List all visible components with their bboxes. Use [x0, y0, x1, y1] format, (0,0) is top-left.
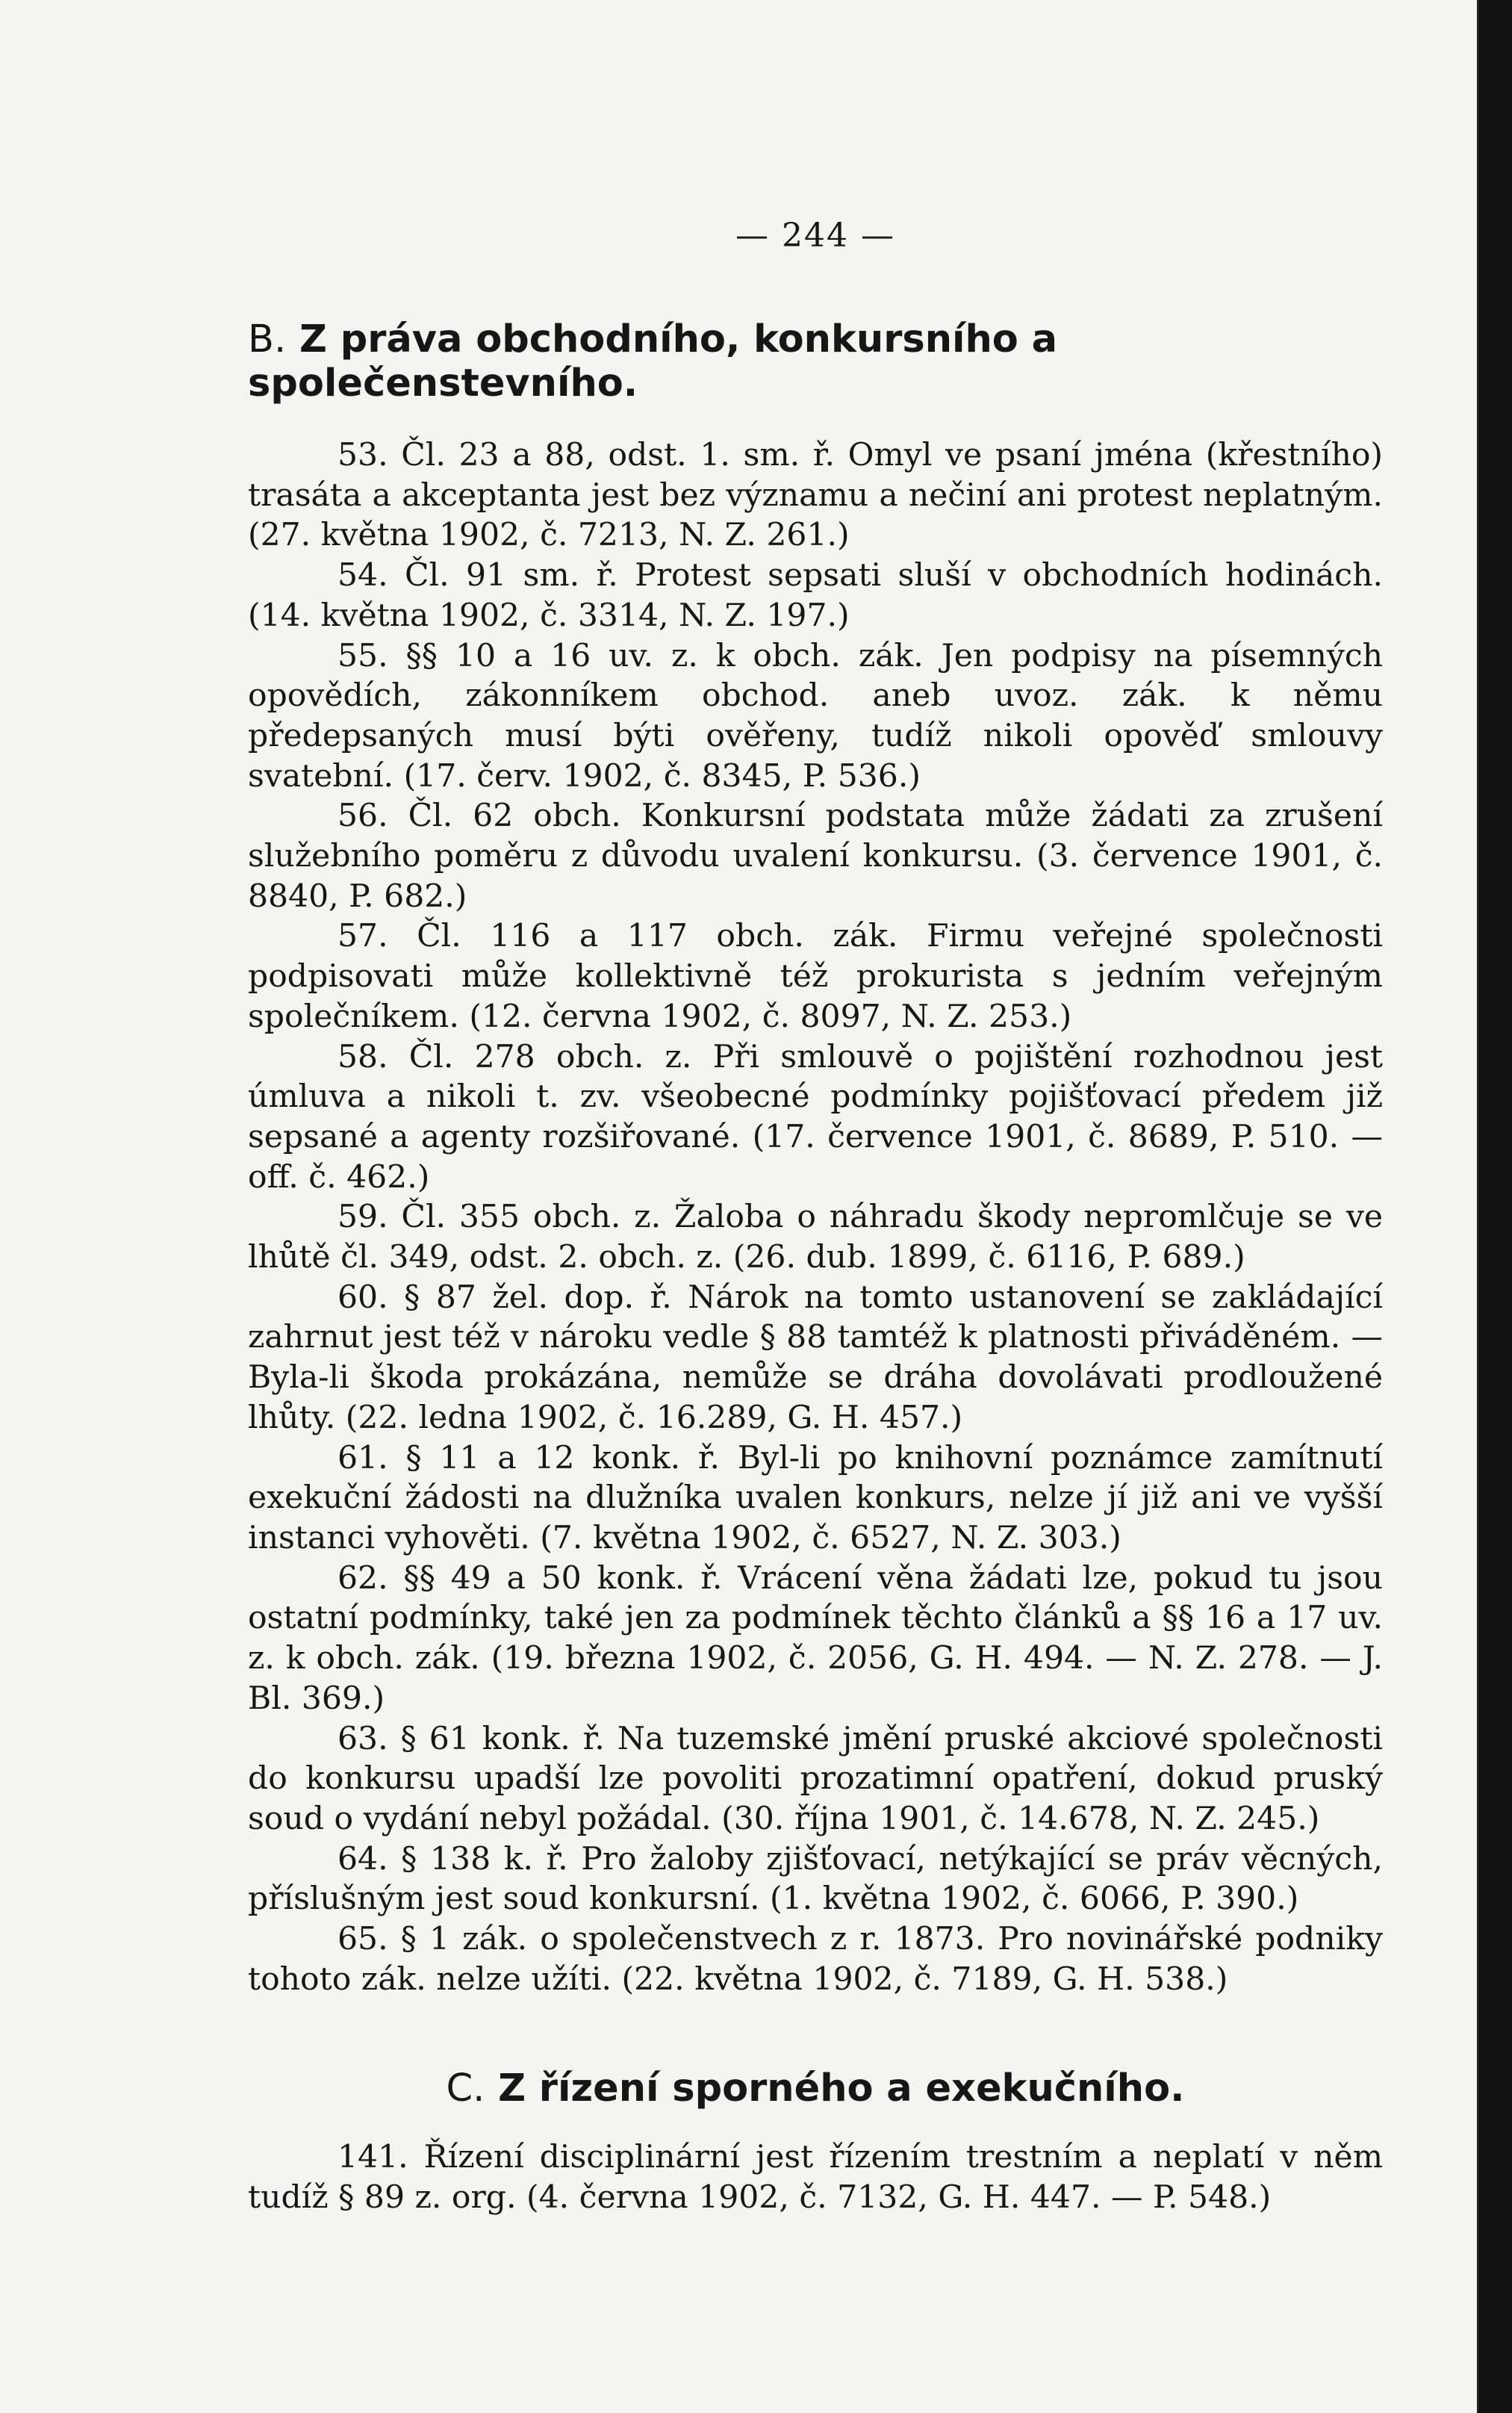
entry-55: 55. §§ 10 a 16 uv. z. k obch. zák. Jen podpisy na písemných opovědích, zákonníkem obchod. aneb uvoz. zák. k němu předepsaných musí býti ověřeny, tudíž nikoli opověď smlouvy svatební. (17. červ. 1902, č. 8345, P. 536.)	[248, 637, 1383, 795]
entry-59: 59. Čl. 355 obch. z. Žaloba o náhradu škody nepromlčuje se ve lhůtě čl. 349, odst. 2. obch. z. (26. dub. 1899, č. 6116, P. 689.)	[248, 1199, 1383, 1276]
entry-60: 60. § 87 žel. dop. ř. Nárok na tomto ustanovení se zakládající zahrnut jest též v nároku vedle § 88 tamtéž k platnosti přiváděném. — Byla-li škoda prokázána, nemůže se dráha dovolávati prodloužené lhůty. (22. ledna 1902, č. 16.289, G. H. 457.)	[248, 1279, 1383, 1436]
entry-141: 141. Řízení disciplinární jest řízením trestním a neplatí v něm tudíž § 89 z. org. (4. června 1902, č. 7132, G. H. 447. — P. 548.)	[248, 2139, 1383, 2217]
section-b-title: Z práva obchodního, konkursního a společenstevního.	[248, 317, 1058, 406]
entry-58: 58. Čl. 278 obch. z. Při smlouvě o pojištění rozhodnou jest úmluva a nikoli t. zv. všeobecné podmínky pojišťovací předem již sepsané a agenty rozšiřované. (17. července 1901, č. 8689, P. 510. — off. č. 462.)	[248, 1038, 1383, 1196]
entry-61: 61. § 11 a 12 konk. ř. Byl-li po knihovní poznámce zamítnutí exekuční žádosti na dlužníka uvalen konkurs, nelze jí již ani ve vyšší instanci vyhověti. (7. května 1902, č. 6527, N. Z. 303.)	[248, 1439, 1383, 1556]
book-page	[248, 217, 1383, 2218]
entry-56: 56. Čl. 62 obch. Konkursní podstata může žádati za zrušení služebního poměru z důvodu uvalení konkursu. (3. července 1901, č. 8840, P. 682.)	[248, 798, 1383, 915]
scan-dark-edge	[1479, 0, 1512, 2413]
entry-54: 54. Čl. 91 sm. ř. Protest sepsati sluší v obchodních hodinách. (14. května 1902, č. 3314, N. Z. 197.)	[248, 557, 1383, 634]
entry-53: 53. Čl. 23 a 88, odst. 1. sm. ř. Omyl ve psaní jména (křestního) trasáta a akceptanta jest bez významu a nečiní ani protest neplatným. (27. května 1902, č. 7213, N. Z. 261.)	[248, 437, 1383, 554]
section-b-letter: B.	[248, 317, 287, 361]
section-c-heading	[248, 2066, 1383, 2111]
entry-63: 63. § 61 konk. ř. Na tuzemské jmění pruské akciové společnosti do konkursu upadší lze povoliti prozatimní opatření, dokud pruský soud o vydání nebyl požádal. (30. října 1901, č. 14.678, N. Z. 245.)	[248, 1720, 1383, 1837]
entry-64: 64. § 138 k. ř. Pro žaloby zjišťovací, netýkající se práv věcných, příslušným jest soud konkursní. (1. května 1902, č. 6066, P. 390.)	[248, 1840, 1383, 1918]
entry-62: 62. §§ 49 a 50 konk. ř. Vrácení věna žádati lze, pokud tu jsou ostatní podmínky, také jen za podmínek těchto článků a §§ 16 a 17 uv. z. k obch. zák. (19. března 1902, č. 2056, G. H. 494. — N. Z. 278. — J. Bl. 369.)	[248, 1559, 1383, 1717]
entry-65: 65. § 1 zák. o společenstvech z r. 1873. Pro novinářské podniky tohoto zák. nelze užíti. (22. května 1902, č. 7189, G. H. 538.)	[248, 1921, 1383, 1998]
section-c-entries	[248, 2137, 1383, 2217]
section-c-letter: C.	[446, 2066, 485, 2111]
section-b-heading	[248, 317, 1383, 406]
page-number: — 244 —	[735, 217, 895, 255]
section-b-entries	[248, 435, 1383, 1999]
entry-57: 57. Čl. 116 a 117 obch. zák. Firmu veřejné společnosti podpisovati může kollektivně též prokurista s jedním veřejným společníkem. (12. června 1902, č. 8097, N. Z. 253.)	[248, 918, 1383, 1035]
section-c-title: Z řízení sporného a exekučního.	[498, 2066, 1185, 2111]
